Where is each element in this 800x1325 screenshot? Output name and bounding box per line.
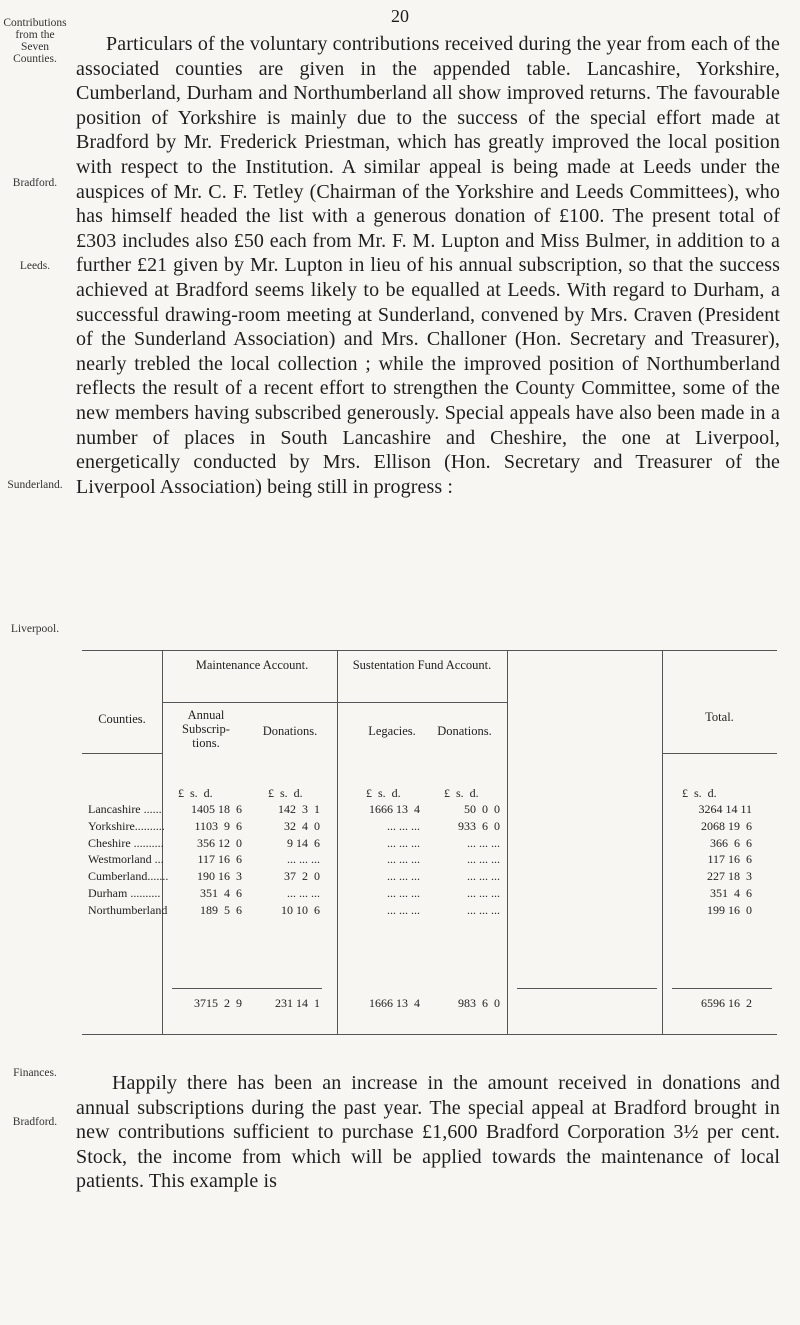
cell-legacies: ... ... ... xyxy=(387,902,420,917)
cell-donations-sustentation: ... ... ... xyxy=(467,902,500,917)
contributions-table xyxy=(82,650,777,1035)
page-number: 20 xyxy=(391,6,409,26)
cell-annual: 1103 9 6 xyxy=(194,818,242,833)
total-annual: 3715 2 9 xyxy=(194,996,242,1010)
header-annual-subscriptions: Annual Subscrip- tions. xyxy=(182,708,230,750)
table-rule-header-total xyxy=(662,753,777,754)
header-legacies: Legacies. xyxy=(368,724,416,738)
cell-legacies: ... ... ... xyxy=(387,886,420,900)
cell-donations: 142 3 1 xyxy=(278,802,320,816)
cell-donations: ... ... ... xyxy=(287,886,320,900)
cell-annual: 356 12 0 xyxy=(197,835,242,850)
paragraph-contributions-text: Particulars of the voluntary contributions received during the year from each of the associated counties are given in the appended table. Lancashire, Yorkshire, Cumberland, Durham and Northumberland all show improved returns. The favourable position of Yorkshire is mainly due to the success of the special effort made at Bradford by Mr. Frederick Priestman, which has greatly improved the local position with respect to the Institution. A similar appeal is being made at Leeds under the auspices of Mr. C. F. Tetley (Chairman of the Yorkshire and Leeds Committees), who has himself headed the list with a generous donation of £100. The present total of £303 includes also £50 each from Mr. F. M. Lupton and Miss Bulmer, in addition to a further £21 given by Mr. Lupton in lieu of his annual subscription, so that the success achieved at Bradford seems likely to be equalled at Leeds. With regard to Durham, a successful drawing-room meeting at Sunderland, convened by Mrs. Craven (President of the Sunderland Association) and Mrs. Challoner (Hon. Secretary and Treasurer), nearly trebled the local collection ; while the improved position of Northumberland reflects the result of a recent effort to strengthen the County Committee, some of the new members having subscribed generously. Special appeals have also been made in a number of places in South Lancashire and Cheshire, the one at Liverpool, energetically conducted by Mrs. Ellison (Hon. Secretary and Treasurer of the Liverpool Association) being still in progress : xyxy=(76,33,780,498)
margin-note-liverpool: Liverpool. xyxy=(10,623,60,635)
cell-donations-sustentation: 50 0 0 xyxy=(464,802,500,816)
unit-total: £ s. d. xyxy=(682,786,717,800)
cell-annual: 189 5 6 xyxy=(200,902,242,917)
paragraph-finances-text: Happily there has been an increase in the amount received in donations and annual subscriptions during the past year. The special appeal at Bradford brought in new contributions sufficient to purchase £1,600 Bradford Corporation 3½ per cent. Stock, the income from which will be applied towards the maintenance of local patients. This example is xyxy=(76,1072,780,1193)
table-col-divider xyxy=(337,650,338,1035)
cell-donations-sustentation: ... ... ... xyxy=(467,869,500,884)
paragraph-contributions xyxy=(76,32,780,499)
cell-county: Westmorland ... xyxy=(88,852,164,867)
unit-donations-sustentation: £ s. d. xyxy=(444,786,479,800)
cell-donations-sustentation: ... ... ... xyxy=(467,886,500,900)
cell-annual: 1405 18 6 xyxy=(191,802,242,816)
table-rule-sum xyxy=(672,988,772,989)
cell-donations-sustentation: 933 6 0 xyxy=(458,818,500,833)
total-total: 6596 16 2 xyxy=(701,996,752,1010)
cell-legacies: 1666 13 4 xyxy=(369,802,420,816)
cell-donations: 10 10 6 xyxy=(281,902,320,917)
cell-total: 2068 19 6 xyxy=(701,818,752,833)
cell-county: Lancashire ...... xyxy=(88,802,162,816)
cell-donations-sustentation: ... ... ... xyxy=(467,835,500,850)
table-rule-header-counties xyxy=(82,753,162,754)
header-total: Total. xyxy=(705,710,734,724)
cell-legacies: ... ... ... xyxy=(387,869,420,884)
cell-legacies: ... ... ... xyxy=(387,852,420,867)
margin-note-finances: Finances. xyxy=(13,1067,57,1079)
cell-donations: 32 4 0 xyxy=(284,818,320,833)
table-rule-sum xyxy=(517,988,657,989)
cell-annual: 117 16 6 xyxy=(197,852,242,867)
cell-county: Yorkshire.......... xyxy=(88,818,165,833)
header-maintenance: Maintenance Account. xyxy=(195,658,309,672)
table-rule-top xyxy=(82,650,777,651)
cell-legacies: ... ... ... xyxy=(387,835,420,850)
cell-total: 3264 14 11 xyxy=(698,802,752,816)
paragraph-finances xyxy=(76,1071,780,1194)
table-col-divider xyxy=(507,650,508,1035)
total-legacies: 1666 13 4 xyxy=(369,996,420,1010)
margin-note-bradford: Bradford. xyxy=(12,177,58,189)
cell-annual: 190 16 3 xyxy=(197,869,242,884)
cell-total: 199 16 0 xyxy=(707,902,752,917)
cell-legacies: ... ... ... xyxy=(387,818,420,833)
cell-annual: 351 4 6 xyxy=(200,886,242,900)
cell-total: 351 4 6 xyxy=(710,886,752,900)
cell-total: 117 16 6 xyxy=(707,852,752,867)
table-rule-sum xyxy=(172,988,322,989)
margin-note-leeds: Leeds. xyxy=(19,260,51,272)
unit-annual: £ s. d. xyxy=(178,786,213,800)
unit-donations: £ s. d. xyxy=(268,786,303,800)
cell-donations: 37 2 0 xyxy=(284,869,320,884)
header-donations: Donations. xyxy=(262,724,318,738)
table-rule-subheader xyxy=(162,702,507,703)
cell-county: Durham .......... xyxy=(88,886,161,900)
unit-legacies: £ s. d. xyxy=(366,786,401,800)
cell-total: 366 6 6 xyxy=(710,835,752,850)
margin-note-contributions: Contributions from the Seven Counties. xyxy=(3,17,67,65)
cell-county: Cheshire .......... xyxy=(88,835,164,850)
header-counties: Counties. xyxy=(98,712,146,726)
cell-county: Cumberland....... xyxy=(88,869,169,884)
cell-donations: 9 14 6 xyxy=(287,835,320,850)
cell-total: 227 18 3 xyxy=(707,869,752,884)
total-donations-sustentation: 983 6 0 xyxy=(458,996,500,1010)
header-sustentation: Sustentation Fund Account. xyxy=(352,658,492,672)
table-rule-bottom xyxy=(82,1034,777,1035)
cell-county: Northumberland xyxy=(88,902,168,917)
table-col-divider xyxy=(662,650,663,1035)
total-donations: 231 14 1 xyxy=(275,996,320,1010)
cell-donations-sustentation: ... ... ... xyxy=(467,852,500,867)
header-donations-sustentation: Donations. xyxy=(437,724,492,738)
margin-note-bradford-finances: Bradford. xyxy=(12,1116,58,1128)
margin-note-sunderland: Sunderland. xyxy=(7,479,63,491)
cell-donations: ... ... ... xyxy=(287,852,320,867)
